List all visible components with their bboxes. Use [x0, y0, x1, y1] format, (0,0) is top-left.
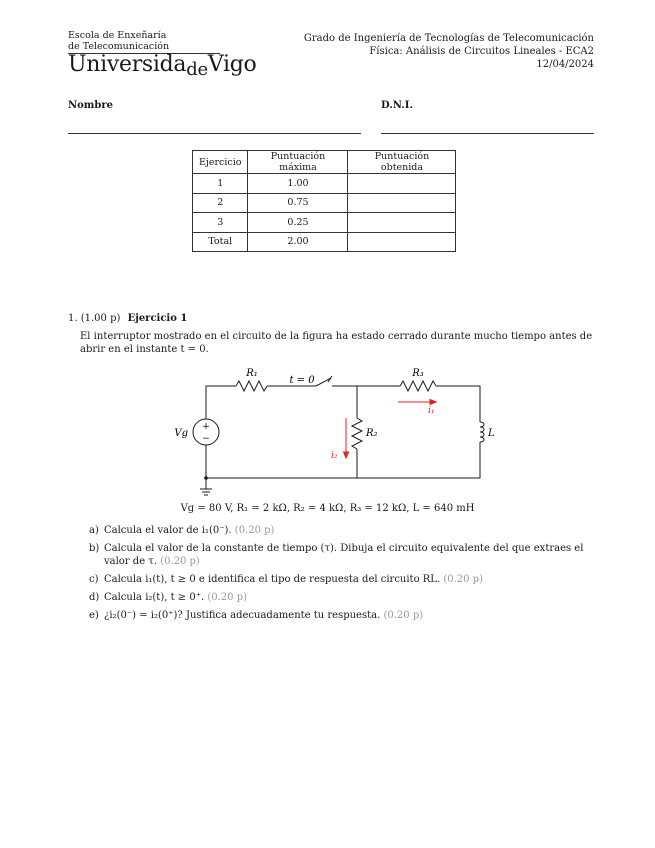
dni-label: D.N.I.: [381, 100, 413, 111]
question-title: Ejercicio 1: [127, 313, 188, 324]
university-part-3: Vigo: [207, 52, 257, 77]
component-values: Vg = 80 V, R₁ = 2 kΩ, R₂ = 4 kΩ, R₃ = 12 kΩ, L = 640 mH: [180, 503, 475, 514]
question-number: 1.: [68, 313, 78, 324]
current-i1-arrowhead: [430, 400, 436, 405]
source-minus-icon: −: [202, 434, 210, 444]
label-r1: R₁: [246, 368, 258, 379]
wire-bottom: [206, 442, 480, 478]
label-l: L: [488, 428, 495, 439]
inductor-l: [480, 422, 484, 442]
list-item: [89, 609, 595, 622]
wire-r3-inductor: [436, 386, 480, 422]
item-points: (0.20 p): [160, 556, 200, 567]
item-mark: a): [89, 525, 99, 536]
item-text: Calcula el valor de la constante de tiempo (τ). Dibuja el circuito equivalente del que extraes el valor de τ.: [104, 543, 584, 567]
resistor-r1: [236, 381, 267, 391]
current-i2-arrowhead: [344, 452, 349, 458]
question-points: (1.00 p): [80, 313, 121, 324]
item-text: Calcula i₂(t), t ≥ 0⁺.: [104, 592, 205, 603]
source-plus-icon: +: [202, 422, 210, 432]
school-line-1: Escola de Enxeñaría: [68, 30, 167, 41]
table-cell: 1: [193, 174, 248, 194]
item-points: (0.20 p): [234, 525, 275, 536]
label-switch: t = 0: [289, 375, 315, 386]
subquestion-list: [89, 524, 595, 627]
table-cell: Total: [193, 232, 248, 252]
header-cell: Ejercicio: [193, 151, 248, 174]
table-cell: 0.25: [248, 213, 348, 233]
ground-node-dot: [204, 476, 208, 480]
ground-icon: [200, 489, 212, 495]
university-part-1: Universida: [68, 52, 187, 77]
label-i1: i₁: [428, 406, 435, 416]
list-item: [89, 524, 595, 537]
table-cell: 3: [193, 213, 248, 233]
label-r3: R₃: [412, 368, 424, 379]
table-cell: 1.00: [248, 174, 348, 194]
switch-blade: [316, 378, 331, 386]
header-cell: Puntuación máxima: [248, 151, 348, 174]
item-points: (0.20 p): [207, 592, 247, 603]
item-points: (0.20 p): [443, 574, 483, 585]
course-name: Física: Análisis de Circuitos Lineales - ECA2: [369, 46, 594, 57]
item-text: ¿i₂(0⁻) = i₂(0⁺)? Justifica adecuadamente tu respuesta.: [104, 610, 381, 621]
header-cell: Puntuación obtenida: [348, 151, 456, 174]
label-r2: R₂: [366, 428, 378, 439]
item-mark: c): [89, 574, 99, 585]
exam-date: 12/04/2024: [536, 59, 594, 70]
item-mark: d): [89, 592, 100, 603]
university-part-2: de: [186, 59, 208, 80]
item-text: Calcula i₁(t), t ≥ 0 e identifica el tipo de respuesta del circuito RL.: [104, 574, 441, 585]
label-vg: Vg: [174, 428, 188, 439]
list-item: [89, 542, 595, 568]
table-cell: 2.00: [248, 232, 348, 252]
list-item: [89, 573, 595, 586]
degree-name: Grado de Ingeniería de Tecnologías de Telecomunicación: [303, 33, 594, 44]
question-statement: El interruptor mostrado en el circuito de la figura ha estado cerrado durante mucho tiempo antes de abrir en el instante t = 0.: [80, 331, 593, 355]
item-mark: e): [89, 610, 99, 621]
label-i2: i₂: [331, 451, 338, 461]
resistor-r3: [400, 381, 436, 391]
wire-top-left: [206, 386, 236, 419]
item-points: (0.20 p): [383, 610, 424, 621]
table-cell: 0.75: [248, 193, 348, 213]
list-item: [89, 591, 595, 604]
resistor-r2: [352, 418, 362, 449]
item-mark: b): [89, 543, 100, 554]
school-line-2: de Telecomunicación: [68, 41, 170, 52]
name-label: Nombre: [68, 100, 114, 111]
item-text: Calcula el valor de i₁(0⁻).: [104, 525, 232, 536]
table-cell: 2: [193, 193, 248, 213]
